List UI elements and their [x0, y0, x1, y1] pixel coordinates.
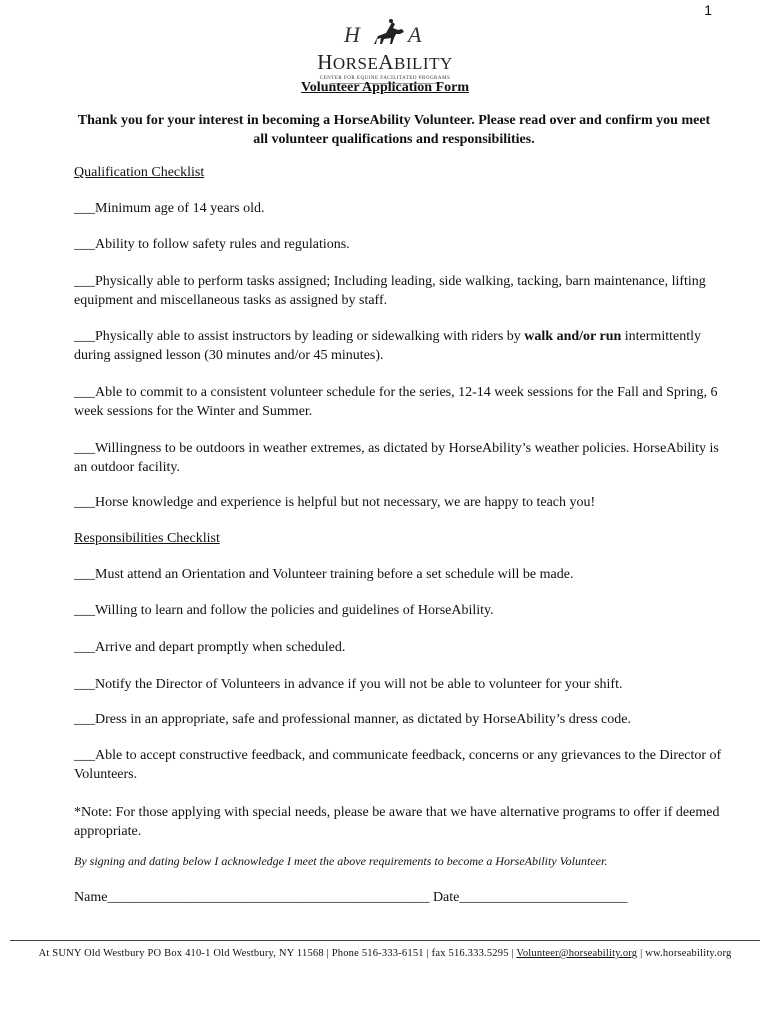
walk-run-emphasis: walk and/or run [524, 329, 622, 344]
horse-rider-icon [330, 18, 440, 48]
logo-wordmark: HORSEABILITY [317, 50, 453, 74]
responsibility-item: ___ Must attend an Orientation and Volunteer training before a set schedule will be made. [74, 566, 722, 585]
logo-tagline: CENTER FOR EQUINE FACILITATED PROGRAMS [319, 76, 451, 81]
monogram-right: A [408, 22, 422, 47]
date-label: Date [432, 890, 460, 905]
qualification-heading: Qualification Checklist [74, 165, 205, 180]
form-title: Volunteer Application Form [300, 80, 469, 95]
name-field[interactable]: ______________________________________________ [107, 890, 430, 905]
qualification-item: ___ Minimum age of 14 years old. [74, 200, 722, 219]
intro-text: Thank you for your interest in becoming a HorseAbility Volunteer. Please read over and confirm you meet all volunteer qualifications and responsibilities. [77, 113, 711, 147]
responsibility-item: ___ Willing to learn and follow the policies and guidelines of HorseAbility. [74, 602, 722, 621]
footer [0, 948, 770, 959]
responsibility-item: ___ Notify the Director of Volunteers in advance if you will not be able to volunteer for your shift. [74, 676, 722, 695]
special-needs-note: *Note: For those applying with special needs, please be aware that we have alternative programs to offer if deemed appropriate. [74, 805, 720, 839]
qualification-item: ___ Ability to follow safety rules and regulations. [74, 236, 722, 255]
qualification-item: ___ Physically able to perform tasks assigned; Including leading, side walking, tacking, barn maintenance, lifting equipment and miscellaneous tasks as assigned by staff. [74, 273, 722, 310]
responsibility-item: ___ Able to accept constructive feedback, and communicate feedback, concerns or any grievances to the Director of Volunteers. [74, 747, 722, 784]
responsibility-item: ___ Arrive and depart promptly when scheduled. [74, 639, 722, 658]
footer-email-link[interactable]: Volunteer@horseability.org [516, 948, 638, 959]
qualification-item: ___ Physically able to assist instructors by leading or sidewalking with riders by walk and/or run intermittently during assigned lesson (30 minutes and/or 45 minutes). [74, 328, 722, 365]
monogram-left: H [344, 22, 360, 47]
horseability-logo [0, 18, 770, 84]
responsibility-item: ___ Dress in an appropriate, safe and professional manner, as dictated by HorseAbility’s dress code. [74, 711, 722, 730]
responsibilities-heading: Responsibilities Checklist [74, 531, 220, 546]
page-number: 1 [704, 2, 712, 18]
footer-website: | ww.horseability.org [640, 948, 732, 959]
name-label: Name [74, 890, 108, 905]
signature-line [74, 890, 627, 906]
qualification-item: ___ Willingness to be outdoors in weather extremes, as dictated by HorseAbility’s weather policies. HorseAbility is an outdoor facility. [74, 440, 722, 477]
qualification-item: ___ Horse knowledge and experience is helpful but not necessary, we are happy to teach you! [74, 494, 722, 513]
acknowledgement-text: By signing and dating below I acknowledge I meet the above requirements to become a HorseAbility Volunteer. [74, 854, 608, 868]
footer-divider [10, 940, 760, 941]
qualification-item: ___ Able to commit to a consistent volunteer schedule for the series, 12-14 week sessions for the Fall and Spring, 6 week sessions for the Winter and Summer. [74, 384, 722, 421]
date-field[interactable]: ________________________ [459, 890, 628, 905]
footer-address: At SUNY Old Westbury PO Box 410-1 Old Westbury, NY 11568 | Phone 516-333-6151 | fax 516.333.5295 | [38, 948, 514, 959]
